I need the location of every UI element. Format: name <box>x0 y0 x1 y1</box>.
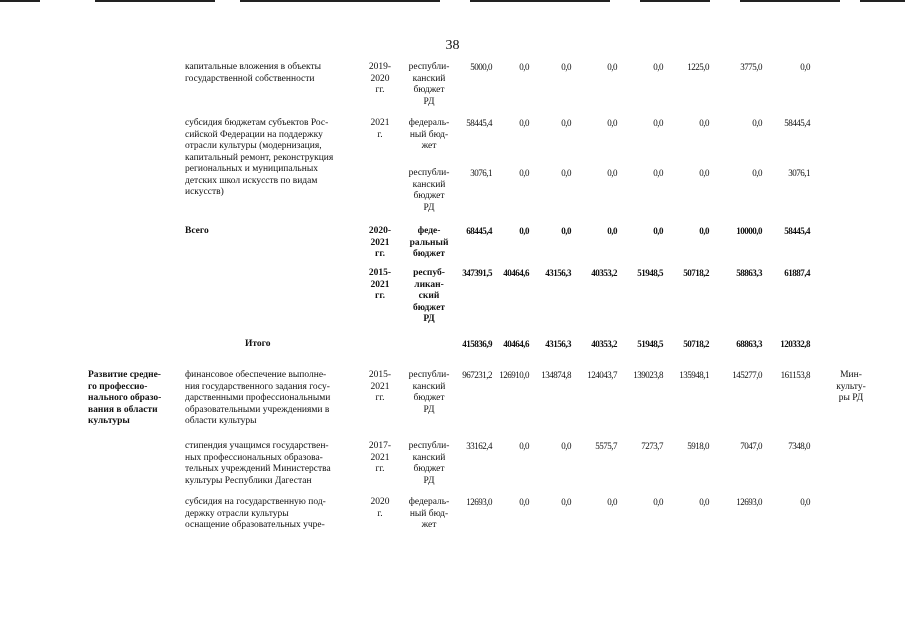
amount-cell: 0,0 <box>699 168 709 178</box>
amount-cell: 58863,3 <box>736 268 762 278</box>
funding-source: республи- канский бюджет РД <box>408 168 450 213</box>
amount-cell: 145277,0 <box>732 370 762 380</box>
amount-cell: 58445,4 <box>784 226 810 236</box>
period: 2020- 2021 гг. <box>368 226 392 259</box>
amount-cell: 3076,1 <box>470 168 492 178</box>
funding-source: республи- канский бюджет РД <box>408 441 450 486</box>
amount-cell: 347391,5 <box>462 268 492 278</box>
amount-cell: 0,0 <box>607 118 617 128</box>
item-description: субсидия бюджетам субъектов Рос- сийской Федерации на поддержку отрасли культуры (модернизация, капитальный ремонт, реконструкция региональных и муниципальных детских школ искусств по видам искусств) <box>185 118 334 197</box>
top-border-line <box>740 0 840 2</box>
amount-cell: 1225,0 <box>687 62 709 72</box>
amount-cell: 0,0 <box>519 441 529 451</box>
amount-cell: 161153,8 <box>780 370 810 380</box>
item-description: Всего <box>185 226 209 236</box>
amount-cell: 5000,0 <box>470 62 492 72</box>
amount-cell: 3076,1 <box>788 168 810 178</box>
amount-cell: 33162,4 <box>466 441 492 451</box>
amount-cell: 0,0 <box>519 226 529 236</box>
amount-cell: 51948,5 <box>637 268 663 278</box>
top-border-line <box>0 0 40 2</box>
amount-cell: 124043,7 <box>587 370 617 380</box>
amount-cell: 0,0 <box>699 118 709 128</box>
amount-cell: 0,0 <box>653 226 663 236</box>
amount-cell: 61887,4 <box>784 268 810 278</box>
amount-cell: 0,0 <box>800 497 810 507</box>
top-border-line <box>470 0 610 2</box>
period: 2019- 2020 гг. <box>368 62 392 95</box>
page-number: 38 <box>445 38 460 53</box>
amount-cell: 0,0 <box>699 497 709 507</box>
amount-cell: 40353,2 <box>591 268 617 278</box>
amount-cell: 40353,2 <box>591 339 617 349</box>
amount-cell: 43156,3 <box>545 339 571 349</box>
amount-cell: 0,0 <box>607 497 617 507</box>
amount-cell: 0,0 <box>752 118 762 128</box>
amount-cell: 51948,5 <box>637 339 663 349</box>
funding-source: федераль- ный бюд- жет <box>408 497 450 530</box>
amount-cell: 0,0 <box>561 441 571 451</box>
amount-cell: 58445,4 <box>784 118 810 128</box>
amount-cell: 967231,2 <box>462 370 492 380</box>
item-description: стипендия учащимся государствен- ных профессиональных образова- тельных учреждений Министерства культуры Республики Дагестан <box>185 441 331 486</box>
amount-cell: 0,0 <box>607 226 617 236</box>
amount-cell: 50718,2 <box>683 339 709 349</box>
top-border-line <box>240 0 440 2</box>
amount-cell: 0,0 <box>561 226 571 236</box>
amount-cell: 0,0 <box>561 497 571 507</box>
amount-cell: 134874,8 <box>541 370 571 380</box>
amount-cell: 10000,0 <box>736 226 762 236</box>
item-description: капитальные вложения в объекты государственной собственности <box>185 62 321 84</box>
amount-cell: 0,0 <box>519 497 529 507</box>
amount-cell: 5575,7 <box>595 441 617 451</box>
executor: Мин- культу- ры РД <box>836 370 866 403</box>
amount-cell: 12693,0 <box>466 497 492 507</box>
amount-cell: 0,0 <box>752 168 762 178</box>
amount-cell: 120332,8 <box>780 339 810 349</box>
amount-cell: 0,0 <box>519 168 529 178</box>
amount-cell: 68445,4 <box>466 226 492 236</box>
amount-cell: 0,0 <box>653 168 663 178</box>
funding-source: федераль- ный бюд- жет <box>408 118 450 151</box>
funding-source: республи- канский бюджет РД <box>408 62 450 107</box>
amount-cell: 12693,0 <box>736 497 762 507</box>
period: 2017- 2021 гг. <box>368 441 392 474</box>
period: 2015- 2021 гг. <box>368 370 392 403</box>
amount-cell: 0,0 <box>561 62 571 72</box>
amount-cell: 0,0 <box>800 62 810 72</box>
amount-cell: 58445,4 <box>466 118 492 128</box>
section-name: Развитие средне- го профессио- нального образо- вания в области культуры <box>88 370 162 426</box>
top-border-line <box>95 0 215 2</box>
amount-cell: 0,0 <box>653 497 663 507</box>
amount-cell: 0,0 <box>653 62 663 72</box>
item-description: финансовое обеспечение выполне- ния государственного задания госу- дарственными профессиональными образовательными учреждениями в области культуры <box>185 370 331 426</box>
period: 2020 г. <box>370 497 390 519</box>
amount-cell: 7047,0 <box>740 441 762 451</box>
amount-cell: 0,0 <box>561 118 571 128</box>
amount-cell: 0,0 <box>607 168 617 178</box>
item-description: субсидия на государственную под- держку отрасли культуры оснащение образовательных учре- <box>185 497 326 530</box>
amount-cell: 40464,6 <box>503 339 529 349</box>
amount-cell: 139023,8 <box>633 370 663 380</box>
amount-cell: 0,0 <box>561 168 571 178</box>
amount-cell: 5918,0 <box>687 441 709 451</box>
amount-cell: 0,0 <box>607 62 617 72</box>
funding-source: республи- канский бюджет РД <box>408 370 450 415</box>
item-description: Итого <box>245 339 271 349</box>
amount-cell: 3775,0 <box>740 62 762 72</box>
amount-cell: 0,0 <box>653 118 663 128</box>
period: 2015- 2021 гг. <box>368 268 392 301</box>
amount-cell: 0,0 <box>699 226 709 236</box>
amount-cell: 7273,7 <box>641 441 663 451</box>
top-border-line <box>640 0 710 2</box>
amount-cell: 50718,2 <box>683 268 709 278</box>
amount-cell: 126910,0 <box>499 370 529 380</box>
amount-cell: 0,0 <box>519 118 529 128</box>
amount-cell: 415836,9 <box>462 339 492 349</box>
amount-cell: 7348,0 <box>788 441 810 451</box>
top-border-line <box>860 0 905 2</box>
amount-cell: 43156,3 <box>545 268 571 278</box>
amount-cell: 0,0 <box>519 62 529 72</box>
period: 2021 г. <box>370 118 390 140</box>
funding-source: феде- ральный бюджет <box>409 226 449 259</box>
amount-cell: 135948,1 <box>679 370 709 380</box>
funding-source: респуб- ликан- ский бюджет РД <box>413 268 445 324</box>
amount-cell: 40464,6 <box>503 268 529 278</box>
amount-cell: 68863,3 <box>736 339 762 349</box>
